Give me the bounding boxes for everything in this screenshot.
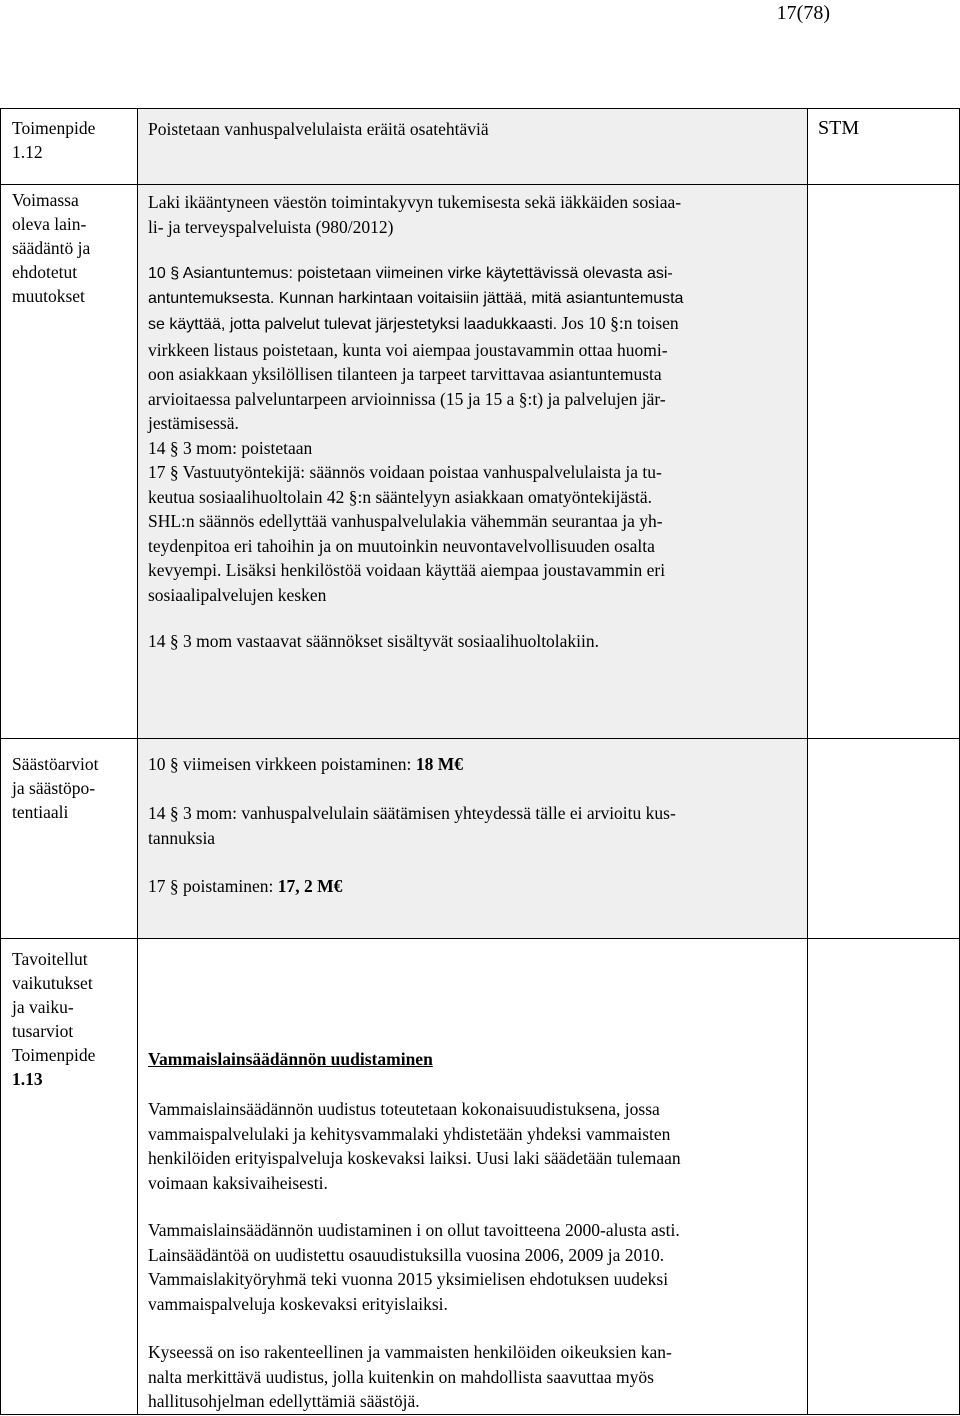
- row4-label-line: tusarviot: [12, 1021, 74, 1041]
- row5-label-number: 1.13: [12, 1069, 43, 1089]
- law-line: li- ja terveyspalveluista (980/2012): [148, 216, 394, 237]
- savings-line-1-value: 18 M€: [415, 754, 463, 774]
- measure-title: [148, 117, 489, 142]
- ministry-label: STM: [818, 117, 860, 139]
- s17-line: keutua sosiaalihuoltolain 42 §:n sääntelyyn asiakkaan omatyöntekijästä.: [148, 486, 652, 507]
- s14-line: 14 § 3 mom: poistetaan: [148, 437, 313, 458]
- measure-1-13-para1: [148, 1097, 803, 1195]
- savings-line-1: [148, 752, 463, 777]
- savings-line-2-text: tannuksia: [148, 827, 216, 848]
- para3-line: hallitusohjelman edellyttämiä säästöjä.: [148, 1391, 420, 1411]
- s10-line: oon asiakkaan yksilöllisen tilanteen ja tarpeet tarvittavaa asiantuntemusta: [148, 364, 662, 384]
- row2-label: [12, 188, 134, 308]
- s14-note: 14 § 3 mom vastaavat säännökset sisältyvät sosiaalihuoltolakiin.: [148, 631, 600, 651]
- row4-label-line: ja vaiku-: [12, 997, 74, 1017]
- row2-label-line: säädäntö ja: [12, 238, 91, 258]
- row4-label: [12, 947, 134, 1091]
- s10-mixed-line: [148, 311, 803, 338]
- s17-line: teydenpitoa eri tahoihin ja on muutoinkin neuvontavelvollisuuden osalta: [148, 535, 655, 556]
- para1-line: vammaispalvelulaki ja kehitysvammalaki yhdistetään yhdeksi vammaisten: [148, 1123, 671, 1144]
- page-number: 17(78): [776, 2, 830, 24]
- para1-line: Vammaislainsäädännön uudistus toteutetaan kokonaisuudistuksena, jossa: [148, 1099, 660, 1119]
- measure-title-text: Poistetaan vanhuspalvelulaista eräitä osatehtäviä: [148, 119, 489, 139]
- savings-line-2-text: 14 § 3 mom: vanhuspalvelulain säätämisen yhteydessä tälle ei arvioitu kus-: [148, 803, 676, 823]
- row1-label-line: 1.12: [12, 142, 43, 162]
- s10-line: 10 § Asiantuntemus: poistetaan viimeinen virke käytettävissä olevasta asi-: [148, 265, 673, 282]
- row1-label: [12, 116, 134, 164]
- measure-1-13-title-text: Vammaislainsäädännön uudistaminen: [148, 1049, 433, 1069]
- s17-line: sosiaalipalvelujen kesken: [148, 584, 327, 605]
- savings-line-2: [148, 801, 798, 850]
- para3-line: nalta merkittävä uudistus, jolla kuitenkin on mahdollista saavuttaa myös: [148, 1366, 654, 1387]
- law-line: Laki ikääntyneen väestön toimintakyvyn tukemisesta sekä iäkkäiden sosiaa-: [148, 192, 682, 212]
- law-reference: [148, 190, 798, 239]
- s10-line: antuntemuksesta. Kunnan harkintaan voitaisiin jättää, mitä asiantuntemusta: [148, 289, 684, 307]
- row2-label-line: oleva lain-: [12, 214, 87, 234]
- para1-line: henkilöiden erityispalveluja koskevaksi laiksi. Uusi laki säädetään tulemaan: [148, 1148, 681, 1168]
- para2-line: Vammaislakityöryhmä teki vuonna 2015 yksimielisen ehdotuksen uudeksi: [148, 1269, 669, 1289]
- s17-line: kevyempi. Lisäksi henkilöstöä voidaan käyttää aiempaa joustavammin eri: [148, 560, 666, 580]
- s10-line-tail: Jos 10 §:n toisen: [557, 313, 679, 333]
- row3-label: [12, 752, 134, 824]
- para1-line: voimaan kaksivaiheisesti.: [148, 1172, 328, 1193]
- section-10-change: [148, 262, 803, 607]
- s17-line: 17 § Vastuutyöntekijä: säännös voidaan poistaa vanhuspalvelulaista ja tu-: [148, 462, 662, 482]
- row5-label-line: Toimenpide: [12, 1045, 96, 1065]
- savings-line-3-value: 17, 2 M€: [277, 876, 343, 896]
- measure-1-13-para3: [148, 1340, 803, 1414]
- para2-line: Vammaislainsäädännön uudistaminen i on ollut tavoitteena 2000-alusta asti.: [148, 1220, 680, 1240]
- para2-line: vammaispalveluja koskevaksi erityislaiksi.: [148, 1293, 448, 1314]
- savings-line-3: [148, 874, 342, 899]
- row3-label-line: Säästöarviot: [12, 754, 99, 774]
- s10-line: jestämisessä.: [148, 413, 239, 433]
- row3-label-line: tentiaali: [12, 802, 69, 822]
- s10-line: arvioitaessa palveluntarpeen arvioinnissa (15 ja 15 a §:t) ja palvelujen jär-: [148, 388, 666, 409]
- s10-line: se käyttää, jotta palvelut tulevat järjestetyksi laadukkaasti.: [148, 316, 558, 333]
- row4-label-line: vaikutukset: [12, 973, 93, 993]
- savings-line-1-text: 10 § viimeisen virkkeen poistaminen:: [148, 754, 416, 774]
- para2-line: Lainsäädäntöä on uudistettu osauudistuksilla vuosina 2006, 2009 ja 2010.: [148, 1244, 665, 1265]
- row2-label-line: muutokset: [12, 286, 85, 306]
- para3-line: Kyseessä on iso rakenteellinen ja vammaisten henkilöiden oikeuksien kan-: [148, 1342, 672, 1362]
- row4-label-line: Tavoitellut: [12, 949, 88, 969]
- measure-1-13-title: [148, 1047, 433, 1072]
- row5-label-line: [12, 1067, 134, 1091]
- s10-line: virkkeen listaus poistetaan, kunta voi aiempaa joustavammin ottaa huomi-: [148, 339, 668, 360]
- row1-label-line: Toimenpide: [12, 118, 96, 138]
- row2-label-line: Voimassa: [12, 190, 79, 210]
- row2-label-line: ehdotetut: [12, 262, 78, 282]
- row3-label-line: ja säästöpo-: [12, 778, 96, 798]
- measure-1-13-para2: [148, 1218, 803, 1316]
- savings-line-3-text: 17 § poistaminen:: [148, 876, 278, 896]
- s17-line: SHL:n säännös edellyttää vanhuspalvelulakia vähemmän seurantaa ja yh-: [148, 511, 663, 531]
